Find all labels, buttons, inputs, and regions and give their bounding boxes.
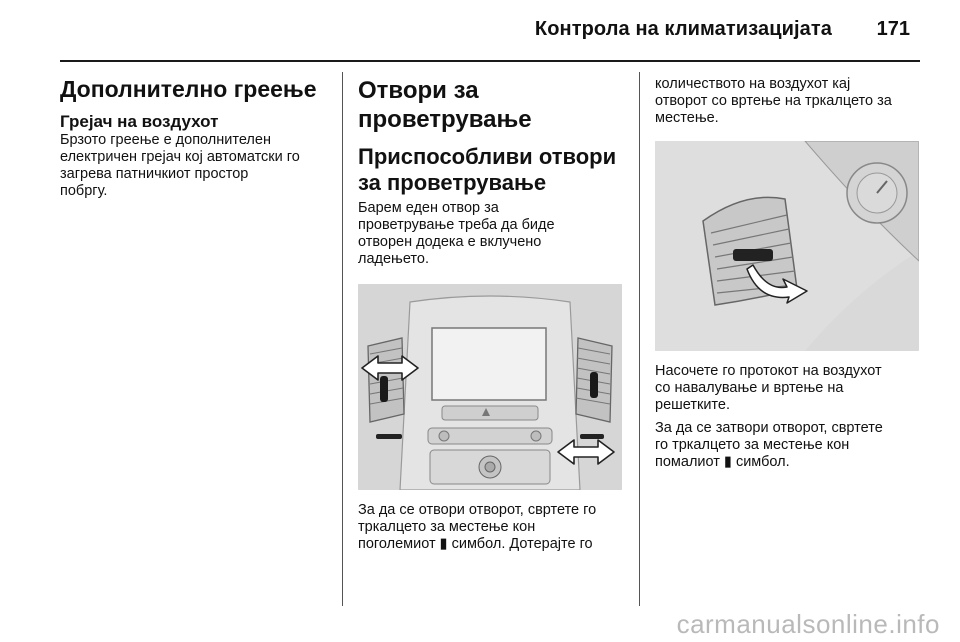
caption-open-vent bbox=[358, 502, 626, 553]
side-vent-illustration bbox=[655, 141, 919, 351]
subheading-adjustable-vents: Приспособливи отвори за проветрување bbox=[358, 144, 617, 195]
large-vent-symbol-icon: ▮ bbox=[439, 536, 448, 552]
subheading-air-heater: Грејач на воздухот bbox=[60, 112, 219, 131]
column-3 bbox=[655, 76, 925, 471]
paragraph-close-vent bbox=[655, 420, 925, 471]
paragraph-close-vent-text-a: За да се затвори отворот, свртете го тркалцето за местење кон помалиот bbox=[655, 420, 883, 470]
column-2 bbox=[358, 76, 626, 553]
page-header-title: Контрола на климатизацијата bbox=[534, 18, 832, 40]
page-number: 171 bbox=[876, 18, 910, 40]
side-vent-drawing bbox=[655, 141, 919, 351]
watermark: carmanualsonline.info bbox=[676, 609, 940, 639]
caption-open-vent-text-a: За да се отвори отворот, свртете го тркалцето за местење кон поголемиот bbox=[358, 502, 597, 552]
caption-open-vent-text-b: симбол. Дотерајте го bbox=[447, 536, 593, 552]
paragraph-direct-airflow: Насочете го протокот на воздухот со навалување и вртење на решетките. bbox=[655, 363, 882, 413]
dashboard-vents-drawing bbox=[358, 284, 622, 490]
section-heading-additional-heating: Дополнително греење bbox=[60, 76, 317, 102]
column-1 bbox=[60, 76, 330, 200]
paragraph-air-heater: Брзото греење е дополнителен електричен грејач кој автоматски го загрева патничкиот простор побргу. bbox=[60, 132, 300, 199]
paragraph-vent-adjust: количеството на воздухот кај отворот со вртење на тркалцето за местење. bbox=[655, 76, 892, 126]
paragraph-close-vent-text-b: симбол. bbox=[731, 454, 790, 470]
header-rule bbox=[60, 60, 920, 62]
paragraph-vent-open: Барем еден отвор за проветрување треба да биде отворен додека е вклучено ладењето. bbox=[358, 200, 555, 267]
dashboard-vents-illustration bbox=[358, 284, 622, 490]
column-divider bbox=[639, 72, 640, 606]
column-divider bbox=[342, 72, 343, 606]
section-heading-air-vents: Отвори за проветрување bbox=[358, 77, 532, 133]
small-vent-symbol-icon: ▮ bbox=[723, 454, 732, 470]
